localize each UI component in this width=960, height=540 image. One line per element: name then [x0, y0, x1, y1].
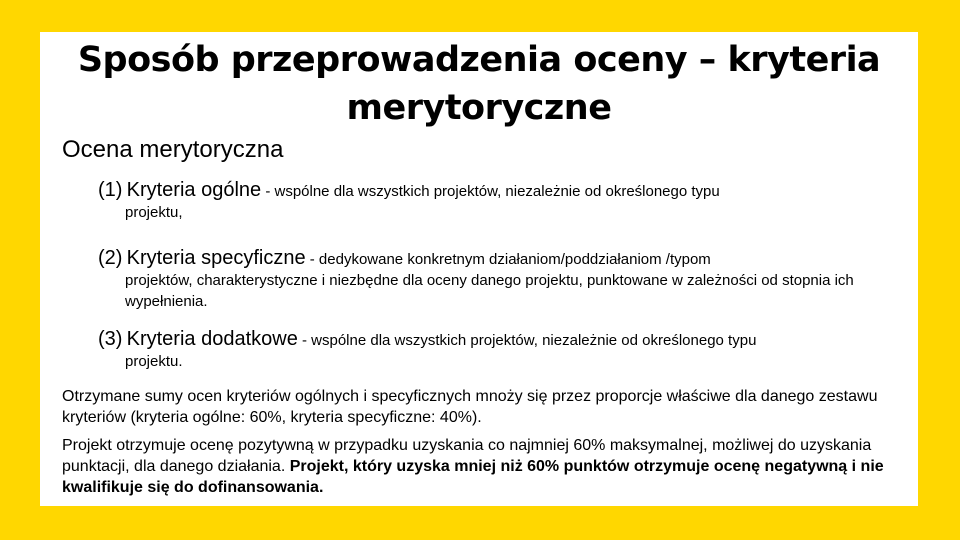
criterion-description-continued: projektu, — [125, 204, 183, 221]
title-line-1: Sposób przeprowadzenia oceny – kryteria — [77, 40, 881, 80]
criterion-specific — [98, 248, 898, 312]
section-subtitle: Ocena merytoryczna — [62, 136, 284, 163]
criterion-name: Kryteria ogólne — [126, 179, 262, 201]
slide — [40, 32, 918, 506]
criterion-description-continued: projektu. — [125, 353, 183, 370]
criterion-description: - wspólne dla wszystkich projektów, niezależnie od określonego typu — [297, 332, 757, 349]
threshold-text: Projekt otrzymuje ocenę pozytywną w przypadku uzyskania co najmniej 60% maksymalnej, możliwej do uzyskania punktacji, dla danego działania. — [62, 437, 872, 475]
title-line-2: merytoryczne — [346, 88, 612, 128]
criterion-general — [98, 180, 898, 223]
slide-title — [40, 36, 918, 132]
criterion-description: - dedykowane konkretnym działaniom/poddziałaniom /typom — [305, 251, 711, 268]
criterion-name: Kryteria dodatkowe — [126, 328, 298, 350]
paragraph-weights: Otrzymane sumy ocen kryteriów ogólnych i specyficznych mnoży się przez proporcje właściwe dla danego zestawu kryteriów (kryteria ogólne: 60%, kryteria specyficzne: 40%). — [62, 388, 878, 426]
criterion-description: - wspólne dla wszystkich projektów, niezależnie od określonego typu — [261, 183, 720, 200]
criterion-number: (1) — [98, 179, 123, 201]
criterion-description-continued: projektów, charakterystyczne i niezbędne dla oceny danego projektu, punktowane w zależności od stopnia ich wypełnienia. — [125, 272, 854, 310]
criterion-name: Kryteria specyficzne — [126, 247, 306, 269]
criterion-number: (3) — [98, 328, 123, 350]
threshold-bold-text: Projekt, który uzyska mniej niż 60% punktów otrzymuje ocenę negatywną i nie kwalifikuje się do dofinansowania. — [62, 458, 884, 496]
paragraph-threshold — [62, 435, 902, 498]
criterion-number: (2) — [98, 247, 123, 269]
criterion-additional — [98, 329, 898, 372]
